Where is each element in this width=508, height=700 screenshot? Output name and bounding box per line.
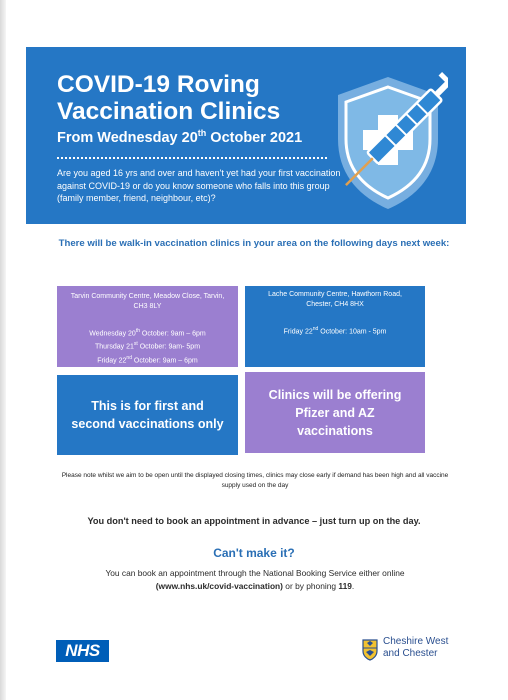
- tarvin-day-3: Friday 22nd October: 9am – 6pm: [97, 354, 198, 364]
- hero-description: Are you aged 16 yrs and over and haven't yet had your first vaccination against COVID-19 or do you know someone who falls into this group (family member, friend, neighbour, etc)?: [57, 168, 341, 203]
- tarvin-day-2: Thursday 21st October: 9am- 5pm: [94, 341, 201, 351]
- tarvin-clinic-box: [57, 286, 238, 367]
- lache-times: [245, 324, 425, 337]
- council-line1: Cheshire West: [383, 636, 449, 647]
- booking-phone: 119: [338, 581, 352, 591]
- council-line2: and Chester: [383, 648, 438, 659]
- date-prefix: From Wednesday 20: [57, 129, 198, 146]
- nhs-logo: NHS: [56, 640, 109, 662]
- dotted-divider: [57, 157, 327, 159]
- hero-title: [57, 71, 280, 125]
- no-booking-text: You don't need to book an appointment in advance – just turn up on the day.: [87, 516, 421, 526]
- closing-note: Please note whilst we aim to be open until the displayed closing times, clinics may close early if demand has been high and all vaccine supply used on the day: [61, 472, 449, 489]
- booking-line1: You can book an appointment through the National Booking Service either online: [105, 568, 405, 578]
- title-bold: COVID-19: [57, 71, 171, 98]
- lache-venue: Lache Community Centre, Hawthorn Road, Chester, CH4 8HX: [268, 291, 402, 308]
- council-name: [383, 636, 448, 660]
- booking-middle: or by phoning: [282, 581, 339, 591]
- doses-info-box: [57, 375, 238, 455]
- cant-make-it-heading: Can't make it?: [213, 546, 295, 560]
- tarvin-day-1: Wednesday 20th October: 9am – 6pm: [89, 328, 206, 338]
- booking-link[interactable]: (www.nhs.uk/covid-vaccination): [155, 581, 283, 591]
- lache-day-1: Friday 22nd October: 10am - 5pm: [283, 326, 387, 336]
- date-suffix: th: [197, 128, 207, 138]
- booking-end: .: [351, 581, 355, 591]
- page-edge: [0, 0, 6, 700]
- council-logo: [362, 636, 472, 668]
- vaccines-info-box: [245, 372, 425, 453]
- tarvin-times: [57, 326, 238, 366]
- council-crest-icon: [362, 639, 378, 661]
- hero-banner: [26, 47, 466, 224]
- walk-in-text: There will be walk-in vaccination clinics in your area on the following days next week:: [58, 238, 450, 249]
- title-line2: Vaccination Clinics: [57, 98, 281, 125]
- doses-text: This is for first and second vaccinations only: [71, 399, 224, 431]
- lache-clinic-box: [245, 286, 425, 367]
- hero-date: [57, 128, 302, 146]
- shield-syringe-icon: [328, 67, 448, 217]
- vaccines-text: Clinics will be offering Pfizer and AZ vaccinations: [268, 387, 402, 438]
- tarvin-venue: Tarvin Community Centre, Meadow Close, Tarvin, CH3 8LY: [70, 293, 225, 310]
- title-rest: Roving: [170, 71, 260, 98]
- booking-info: [60, 567, 450, 593]
- date-rest: October 2021: [206, 129, 303, 146]
